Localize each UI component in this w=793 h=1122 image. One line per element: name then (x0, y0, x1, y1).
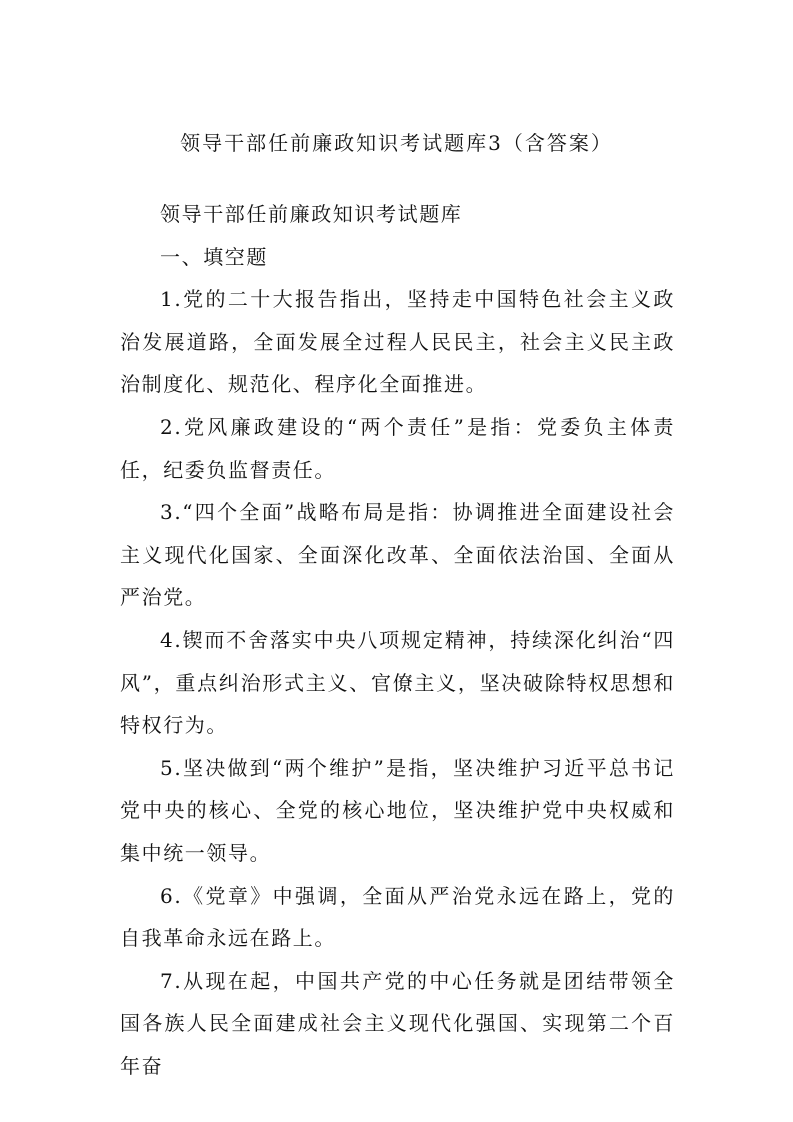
question-item: 4.锲而不舍落实中央八项规定精神，持续深化纠治“四风”，重点纠治形式主义、官僚主义，坚决破除特权思想和特权行为。 (120, 627, 675, 738)
document-body (120, 193, 675, 1087)
question-item: 5.坚决做到“两个维护”是指，坚决维护习近平总书记党中央的核心、全党的核心地位，坚决维护党中央权威和集中统一领导。 (120, 755, 675, 865)
subtitle: 领导干部任前廉政知识考试题库 (160, 202, 463, 226)
document-title: 领导干部任前廉政知识考试题库3（含答案） (180, 131, 613, 155)
question-item: 3.“四个全面”战略布局是指：协调推进全面建设社会主义现代化国家、全面深化改革、全面依法治国、全面从严治党。 (120, 500, 675, 610)
question-item: 7.从现在起，中国共产党的中心任务就是团结带领全国各族人民全面建成社会主义现代化强国、实现第二个百年奋 (120, 968, 675, 1078)
question-item: 2.党风廉政建设的“两个责任”是指：党委负主体责任，纪委负监督责任。 (120, 414, 675, 482)
question-item: 1.党的二十大报告指出，坚持走中国特色社会主义政治发展道路，全面发展全过程人民民主，社会主义民主政治制度化、规范化、程序化全面推进。 (120, 287, 675, 397)
question-item: 6.《党章》中强调，全面从严治党永远在路上，党的自我革命永远在路上。 (120, 883, 675, 951)
section-heading: 一、填空题 (160, 244, 268, 269)
